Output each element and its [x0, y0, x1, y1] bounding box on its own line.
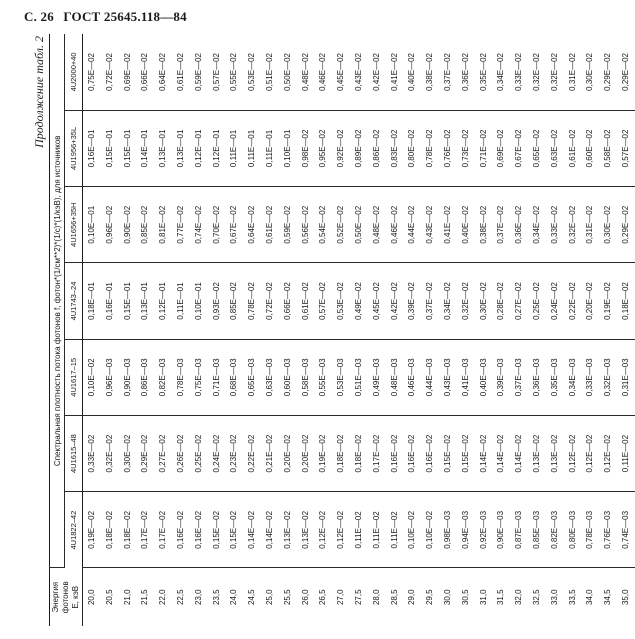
flux-value: 0,40E—02: [407, 53, 417, 91]
flux-value: 0,49E—02: [353, 282, 363, 320]
flux-value: 0,37E—02: [425, 282, 435, 320]
flux-value: 0,46E—02: [318, 53, 328, 91]
flux-value: 0,60E—02: [585, 129, 595, 168]
energy-value: 21,0: [122, 589, 132, 606]
flux-value: 0,29E—02: [603, 53, 613, 91]
flux-value: 0,48E—03: [389, 358, 399, 397]
flux-value: 0,74E—03: [620, 510, 630, 549]
flux-value: 0,98E—03: [442, 510, 452, 549]
energy-values-column: [83, 568, 635, 626]
source-values-column: [83, 492, 635, 568]
flux-value: 0,25E—02: [531, 282, 541, 320]
flux-value: 0,30E—02: [122, 434, 132, 473]
flux-value: 0,27E—02: [514, 282, 524, 320]
flux-value: 0,36E—03: [531, 358, 541, 397]
flux-value: 0,63E—02: [549, 129, 559, 168]
flux-value: 0,64E—02: [158, 53, 168, 91]
energy-value: 31,0: [478, 589, 488, 606]
flux-value: 0,40E—02: [460, 205, 470, 244]
flux-value: 0,66E—02: [282, 282, 292, 320]
flux-value: 0,16E—01: [104, 282, 114, 320]
flux-value: 0,34E—03: [567, 358, 577, 397]
flux-value: 0,89E—02: [353, 129, 363, 168]
flux-value: 0,73E—02: [460, 129, 470, 168]
energy-header-line: Энергия: [51, 581, 60, 613]
flux-value: 0,69E—02: [496, 129, 506, 168]
flux-value: 0,43E—03: [442, 358, 452, 397]
flux-value: 0,59E—02: [282, 205, 292, 244]
energy-value: 29,0: [407, 589, 417, 606]
energy-value: 27,5: [353, 589, 363, 606]
flux-value: 0,18E—01: [87, 282, 96, 320]
flux-value: 0,21E—02: [264, 434, 274, 473]
flux-value: 0,52E—02: [336, 205, 346, 244]
flux-value: 0,17E—02: [158, 510, 168, 549]
flux-value: 0,83E—02: [389, 129, 399, 168]
flux-value: 0,98E—02: [300, 129, 310, 168]
flux-value: 0,30E—02: [478, 282, 488, 320]
flux-value: 0,38E—02: [478, 205, 488, 244]
flux-value: 0,53E—02: [336, 282, 346, 320]
flux-value: 0,29E—02: [620, 205, 630, 244]
flux-value: 0,53E—02: [247, 53, 257, 91]
table-body: [83, 34, 635, 626]
flux-value: 0,14E—02: [264, 510, 274, 549]
flux-value: 0,58E—02: [603, 129, 613, 168]
column-header: 4U1656+35H: [65, 187, 83, 263]
table-row: [83, 34, 635, 626]
flux-value: 0,72E—02: [104, 53, 114, 91]
flux-value: 0,60E—03: [282, 358, 292, 397]
flux-value: 0,32E—02: [104, 434, 114, 473]
flux-value: 0,32E—02: [549, 53, 559, 91]
flux-value: 0,72E—02: [264, 282, 274, 320]
energy-column-header: [50, 568, 83, 626]
energy-value: 30,0: [442, 589, 452, 606]
flux-value: 0,14E—02: [496, 434, 506, 473]
flux-value: 0,42E—02: [371, 53, 381, 91]
flux-value: 0,11E—02: [353, 511, 363, 549]
flux-value: 0,57E—02: [620, 129, 630, 168]
page-header: [24, 9, 187, 25]
energy-value: 20,5: [104, 589, 114, 606]
flux-value: 0,55E—03: [318, 358, 328, 397]
flux-value: 0,57E—02: [318, 282, 328, 320]
flux-value: 0,68E—03: [229, 358, 239, 397]
flux-value: 0,82E—03: [158, 358, 168, 397]
energy-value: 23,5: [211, 589, 221, 606]
flux-value: 0,90E—02: [122, 205, 132, 244]
energy-header-line: E, кэВ: [71, 585, 80, 609]
flux-value: 0,31E—02: [585, 205, 595, 244]
flux-value: 0,92E—03: [478, 510, 488, 549]
energy-value: 33,0: [549, 589, 559, 606]
flux-value: 0,38E—02: [425, 53, 435, 91]
flux-value: 0,59E—02: [193, 53, 203, 91]
rotated-table-area: [32, 34, 630, 626]
flux-value: 0,90E—03: [122, 358, 132, 397]
source-values-column: [83, 263, 635, 339]
standard-code: ГОСТ 25645.118—84: [63, 9, 187, 24]
flux-value: 0,61E—02: [175, 53, 185, 91]
energy-value: 29,5: [425, 589, 435, 606]
flux-value: 0,58E—03: [300, 358, 310, 397]
continuation-title: Продолжение табл. 2: [32, 36, 46, 148]
source-values-column: [83, 187, 635, 263]
flux-value: 0,14E—02: [247, 510, 257, 549]
flux-value: 0,15E—01: [104, 129, 114, 168]
flux-value: 0,15E—01: [122, 282, 132, 320]
flux-value: 0,32E—02: [567, 205, 577, 244]
flux-value: 0,74E—02: [193, 205, 203, 244]
flux-value: 0,12E—02: [318, 510, 328, 549]
flux-value: 0,69E—02: [122, 53, 132, 91]
column-header: 4U1615–48: [65, 415, 83, 491]
flux-value: 0,78E—03: [585, 510, 595, 549]
energy-value: 25,5: [282, 589, 292, 606]
source-values-column: [83, 110, 635, 186]
flux-value: 0,13E—01: [175, 129, 185, 168]
flux-value: 0,34E—02: [442, 282, 452, 320]
flux-value: 0,90E—03: [496, 510, 506, 549]
flux-value: 0,49E—03: [371, 358, 381, 397]
flux-value: 0,15E—02: [211, 510, 221, 549]
source-values-column: [83, 339, 635, 415]
flux-value: 0,15E—02: [460, 434, 470, 473]
flux-value: 0,13E—01: [158, 129, 168, 168]
flux-value: 0,20E—02: [585, 282, 595, 320]
page-number: С. 26: [24, 9, 54, 24]
flux-value: 0,14E—02: [478, 434, 488, 473]
column-header: 4U2000+40: [65, 34, 83, 110]
flux-value: 0,40E—03: [478, 358, 488, 397]
flux-value: 0,10E—02: [87, 358, 96, 397]
flux-value: 0,43E—02: [425, 205, 435, 244]
flux-value: 0,33E—02: [514, 53, 524, 91]
flux-value: 0,15E—02: [229, 510, 239, 549]
flux-value: 0,12E—01: [158, 282, 168, 320]
energy-header-line: фотонов: [61, 581, 70, 614]
flux-value: 0,46E—02: [389, 205, 399, 244]
energy-value: 22,0: [158, 589, 168, 606]
flux-value: 0,77E—02: [175, 205, 185, 244]
flux-value: 0,15E—01: [122, 129, 132, 168]
energy-value: 34,5: [603, 589, 613, 606]
flux-value: 0,48E—02: [300, 53, 310, 91]
flux-value: 0,16E—01: [87, 129, 96, 168]
flux-value: 0,28E—02: [496, 282, 506, 320]
flux-value: 0,61E—02: [264, 205, 274, 244]
flux-value: 0,29E—02: [620, 53, 630, 91]
flux-value: 0,30E—02: [603, 205, 613, 244]
flux-value: 0,37E—03: [514, 358, 524, 397]
flux-value: 0,30E—02: [585, 53, 595, 91]
flux-value: 0,18E—02: [336, 434, 346, 473]
flux-value: 0,11E—01: [264, 129, 274, 168]
flux-value: 0,25E—02: [193, 434, 203, 473]
energy-value: 24,5: [247, 589, 257, 606]
flux-value: 0,67E—02: [229, 205, 239, 244]
flux-value: 0,41E—02: [442, 205, 452, 244]
flux-value: 0,14E—01: [140, 129, 150, 168]
flux-value: 0,71E—02: [478, 129, 488, 168]
flux-value: 0,65E—02: [531, 129, 541, 168]
flux-value: 0,80E—03: [567, 510, 577, 549]
flux-value: 0,36E—02: [514, 205, 524, 244]
flux-value: 0,61E—02: [567, 129, 577, 168]
flux-value: 0,70E—02: [211, 205, 221, 244]
flux-value: 0,29E—02: [140, 434, 150, 473]
flux-value: 0,32E—02: [460, 282, 470, 320]
flux-value: 0,24E—02: [549, 282, 559, 320]
energy-value: 27,0: [336, 589, 346, 606]
flux-value: 0,76E—03: [603, 510, 613, 549]
flux-value: 0,57E—02: [211, 53, 221, 91]
flux-value: 0,10E—02: [407, 510, 417, 549]
flux-value: 0,17E—02: [140, 510, 150, 549]
flux-value: 0,11E—02: [371, 511, 381, 549]
flux-value: 0,26E—02: [175, 434, 185, 473]
flux-value: 0,15E—02: [442, 434, 452, 473]
flux-value: 0,78E—02: [247, 282, 257, 320]
flux-value: 0,95E—02: [318, 129, 328, 168]
flux-value: 0,32E—02: [531, 53, 541, 91]
flux-value: 0,12E—02: [567, 434, 577, 473]
flux-value: 0,51E—02: [264, 53, 274, 91]
flux-value: 0,33E—02: [87, 434, 96, 473]
energy-value: 22,5: [175, 589, 185, 606]
flux-value: 0,16E—02: [425, 434, 435, 473]
energy-value: 32,5: [531, 589, 541, 606]
flux-value: 0,86E—03: [140, 358, 150, 397]
flux-value: 0,41E—03: [460, 358, 470, 397]
flux-value: 0,63E—03: [264, 358, 274, 397]
column-header: 4U1822–42: [69, 510, 78, 550]
flux-value: 0,16E—02: [193, 510, 203, 549]
flux-value: 0,45E—02: [371, 282, 381, 320]
flux-value: 0,61E—02: [300, 282, 310, 320]
flux-value: 0,78E—02: [425, 129, 435, 168]
flux-value: 0,39E—03: [496, 358, 506, 397]
flux-value: 0,37E—02: [496, 205, 506, 244]
flux-value: 0,42E—02: [389, 282, 399, 320]
flux-value: 0,34E—02: [496, 53, 506, 91]
energy-value: 26,0: [300, 589, 310, 606]
energy-value: 35,0: [620, 589, 630, 606]
flux-value: 0,36E—02: [460, 53, 470, 91]
flux-value: 0,16E—02: [175, 510, 185, 549]
flux-value: 0,13E—02: [531, 434, 541, 473]
flux-value: 0,20E—02: [282, 434, 292, 473]
flux-value: 0,12E—02: [336, 510, 346, 549]
flux-value: 0,76E—02: [442, 129, 452, 168]
flux-value: 0,50E—02: [353, 205, 363, 244]
flux-value: 0,96E—03: [104, 358, 114, 397]
flux-value: 0,11E—01: [247, 129, 257, 168]
flux-value: 0,85E—02: [229, 282, 239, 320]
flux-value: 0,41E—02: [389, 53, 399, 91]
flux-value: 0,12E—02: [585, 434, 595, 473]
flux-value: 0,18E—02: [104, 510, 114, 549]
energy-value: 26,5: [318, 589, 328, 606]
flux-value: 0,48E—02: [371, 205, 381, 244]
flux-value: 0,86E—02: [371, 129, 381, 168]
flux-value: 0,13E—02: [549, 434, 559, 473]
energy-value: 20,0: [87, 589, 96, 606]
flux-value: 0,51E—03: [353, 358, 363, 397]
source-values-column: [83, 415, 635, 491]
flux-value: 0,54E—02: [318, 205, 328, 244]
flux-value: 0,33E—02: [549, 205, 559, 244]
flux-value: 0,46E—03: [407, 358, 417, 397]
flux-value: 0,55E—02: [229, 53, 239, 91]
flux-value: 0,16E—02: [407, 434, 417, 473]
flux-value: 0,81E—02: [158, 205, 168, 244]
flux-value: 0,53E—03: [336, 358, 346, 397]
flux-value: 0,11E—01: [175, 282, 185, 320]
energy-value: 21,5: [140, 589, 150, 606]
flux-value: 0,14E—02: [514, 434, 524, 473]
flux-value: 0,85E—02: [140, 205, 150, 244]
flux-value: 0,32E—03: [603, 358, 613, 397]
flux-value: 0,44E—03: [425, 358, 435, 397]
flux-value: 0,87E—03: [514, 510, 524, 549]
energy-value: 24,0: [229, 589, 239, 606]
flux-value: 0,80E—02: [407, 129, 417, 168]
flux-value: 0,19E—02: [318, 434, 328, 473]
flux-value: 0,18E—02: [353, 434, 363, 473]
flux-value: 0,43E—02: [353, 53, 363, 91]
flux-value: 0,35E—03: [549, 358, 559, 397]
flux-value: 0,65E—03: [247, 358, 257, 397]
flux-value: 0,12E—01: [211, 129, 221, 168]
flux-value: 0,18E—02: [620, 282, 630, 320]
flux-value: 0,96E—02: [104, 205, 114, 244]
flux-value: 0,56E—02: [300, 205, 310, 244]
flux-value: 0,13E—02: [282, 510, 292, 549]
flux-value: 0,16E—02: [389, 434, 399, 473]
flux-value: 0,67E—02: [514, 129, 524, 168]
flux-value: 0,23E—02: [229, 434, 239, 473]
flux-value: 0,17E—02: [371, 434, 381, 473]
flux-value: 0,10E—01: [87, 205, 96, 244]
flux-value: 0,12E—02: [603, 434, 613, 473]
flux-value: 0,10E—01: [193, 282, 203, 320]
energy-value: 28,0: [371, 589, 381, 606]
flux-value: 0,75E—03: [193, 358, 203, 397]
flux-value: 0,50E—02: [282, 53, 292, 91]
flux-value: 0,11E—02: [389, 511, 399, 549]
energy-value: 23,0: [193, 589, 203, 606]
flux-value: 0,34E—02: [531, 205, 541, 244]
flux-value: 0,19E—02: [603, 282, 613, 320]
flux-value: 0,37E—02: [442, 53, 452, 91]
energy-value: 31,5: [496, 589, 506, 606]
flux-value: 0,71E—03: [211, 358, 221, 397]
source-values-column: [83, 34, 635, 110]
flux-value: 0,39E—02: [407, 282, 417, 320]
flux-value: 0,27E—02: [158, 434, 168, 473]
flux-value: 0,18E—02: [122, 510, 132, 549]
flux-value: 0,44E—02: [407, 205, 417, 244]
flux-value: 0,78E—03: [175, 358, 185, 397]
data-table: [49, 34, 635, 626]
flux-value: 0,11E—01: [229, 129, 239, 168]
flux-value: 0,22E—02: [247, 434, 257, 473]
flux-value: 0,93E—02: [211, 282, 221, 320]
table-header: [50, 34, 83, 626]
energy-value: 25,0: [264, 589, 274, 606]
flux-value: 0,10E—02: [425, 510, 435, 549]
flux-value: 0,11E—02: [620, 434, 630, 473]
flux-value: 0,66E—02: [140, 53, 150, 91]
flux-value: 0,31E—02: [567, 53, 577, 91]
flux-value: 0,31E—03: [620, 358, 630, 397]
column-header: 4U1617–15: [65, 339, 83, 415]
column-header: 4U1743–24: [65, 263, 83, 339]
energy-value: 28,5: [389, 589, 399, 606]
flux-value: 0,64E—02: [247, 205, 257, 244]
flux-value: 0,22E—02: [567, 282, 577, 320]
energy-value: 34,0: [585, 589, 595, 606]
flux-value: 0,20E—02: [300, 434, 310, 473]
flux-value: 0,82E—03: [549, 510, 559, 549]
energy-value: 33,5: [567, 589, 577, 606]
energy-value: 30,5: [460, 589, 470, 606]
flux-value: 0,12E—01: [193, 129, 203, 168]
flux-value: 0,19E—02: [87, 510, 96, 549]
flux-value: 0,33E—03: [585, 358, 595, 397]
flux-value: 0,75E—02: [87, 53, 96, 91]
flux-value: 0,85E—03: [531, 510, 541, 549]
group-header: Спектральная плотность потока фотонов f, фотон*(1/см**2)*(1/с)*(1/кэВ), для источников: [50, 34, 65, 568]
flux-value: 0,92E—02: [336, 129, 346, 168]
flux-value: 0,24E—02: [211, 434, 221, 473]
flux-value: 0,10E—01: [282, 129, 292, 168]
flux-value: 0,45E—02: [336, 53, 346, 91]
rotated-table-content: [32, 34, 630, 626]
flux-value: 0,13E—01: [140, 282, 150, 320]
flux-value: 0,13E—02: [300, 510, 310, 549]
energy-value: 32,0: [514, 589, 524, 606]
flux-value: 0,94E—03: [460, 510, 470, 549]
flux-value: 0,35E—02: [478, 53, 488, 91]
column-header: 4U1956+35L: [65, 110, 83, 186]
